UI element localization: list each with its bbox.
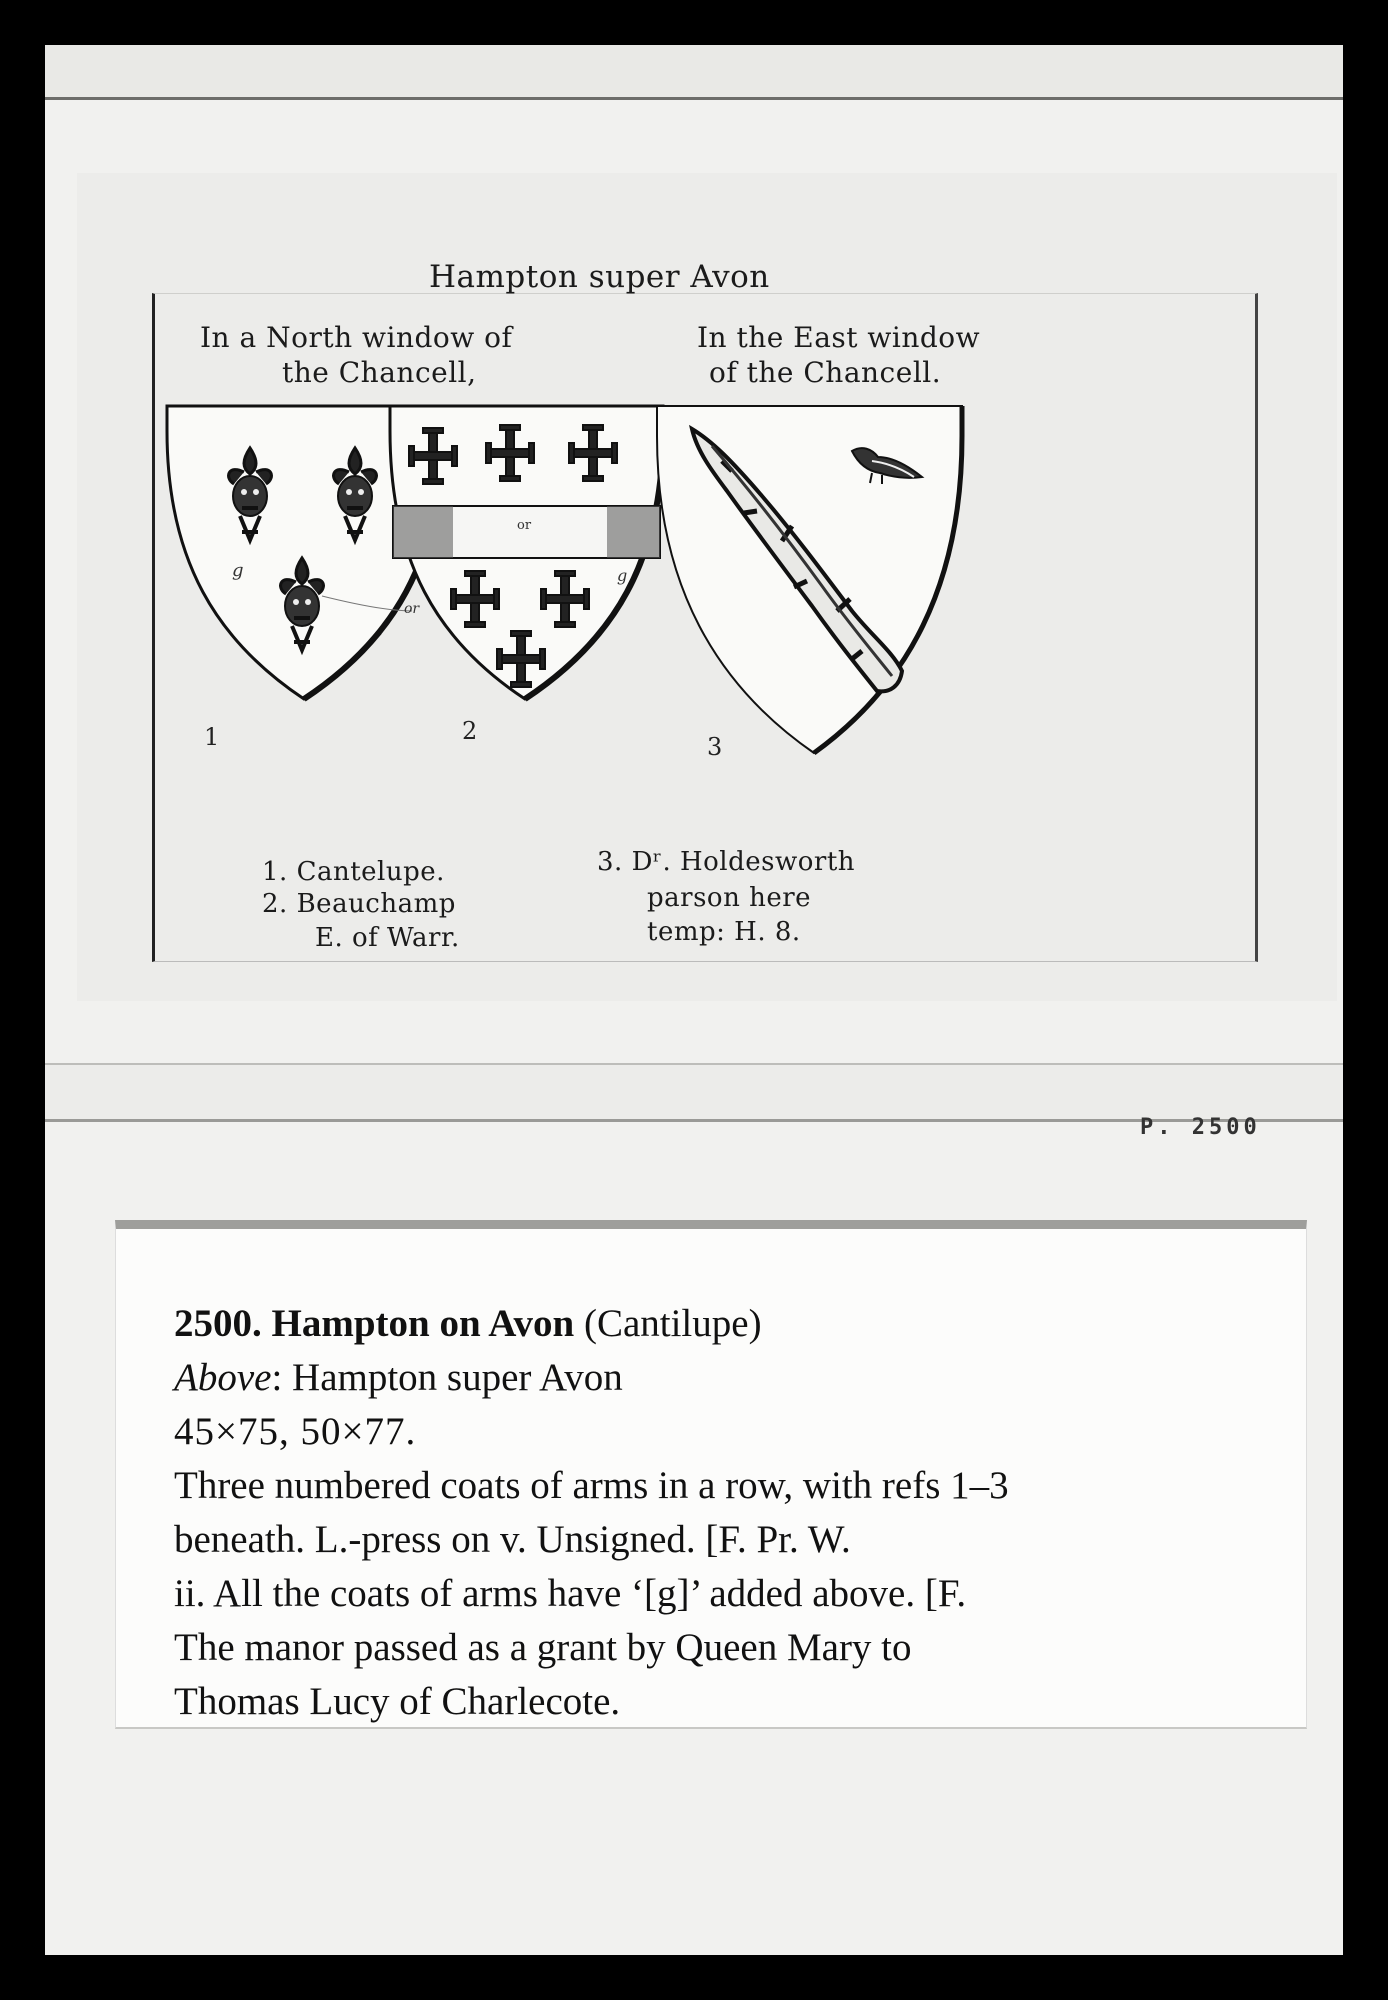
label-description-line: Three numbered coats of arms in a row, with refs 1–3: [174, 1464, 1009, 1507]
tincture-mark-or: or: [404, 601, 420, 617]
east-window-caption-line2: of the Chancell.: [709, 356, 942, 389]
reference-3: 3. Dʳ. Holdesworth: [597, 847, 856, 877]
label-dimensions: 45×75, 50×77.: [174, 1410, 417, 1453]
above-label: Above: [174, 1356, 272, 1399]
shield-number-1: 1: [204, 723, 220, 751]
reference-1: 1. Cantelupe.: [262, 857, 445, 887]
tincture-mark-g-fess: g: [617, 566, 628, 585]
card-top-strip: [45, 45, 1343, 100]
reference-3-continued-1: parson here: [647, 883, 812, 913]
reference-3-continued-2: temp: H. 8.: [647, 917, 801, 947]
shield-beauchamp: [385, 401, 675, 711]
above-text: : Hampton super Avon: [271, 1356, 623, 1399]
shield-number-2: 2: [462, 717, 478, 745]
engraving-title: Hampton super Avon: [429, 259, 770, 295]
shield-holdesworth: [652, 401, 972, 761]
label-description-line: Thomas Lucy of Charlecote.: [174, 1680, 621, 1723]
label-above-line: [174, 1355, 623, 1400]
card-fold: [45, 1063, 1343, 1122]
reference-2-continued: E. of Warr.: [315, 923, 460, 953]
engraving-print: [77, 173, 1337, 1001]
catalogue-label: [115, 1220, 1307, 1729]
label-subtitle: (Cantilupe): [583, 1302, 762, 1345]
tincture-mark-g: g: [232, 560, 244, 581]
east-window-caption-line1: In the East window: [697, 321, 981, 354]
north-window-caption-line1: In a North window of: [200, 321, 513, 354]
accession-stamp: P. 2500: [1140, 1115, 1261, 1140]
label-description-line: beneath. L.-press on v. Unsigned. [F. Pr. W.: [174, 1518, 851, 1561]
reference-2: 2. Beauchamp: [262, 889, 456, 919]
shield-number-3: 3: [707, 733, 723, 761]
label-description-line: The manor passed as a grant by Queen Mary to: [174, 1626, 912, 1669]
label-heading: [174, 1301, 762, 1346]
catalogue-card: [45, 45, 1343, 1955]
label-title: Hampton on Avon: [271, 1302, 575, 1345]
north-window-caption-line2: the Chancell,: [282, 356, 477, 389]
label-description-line: ii. All the coats of arms have ‘[g]’ added above. [F.: [174, 1572, 967, 1615]
catalogue-number: 2500.: [174, 1302, 262, 1345]
tincture-mark-or-fess: or: [517, 518, 532, 533]
